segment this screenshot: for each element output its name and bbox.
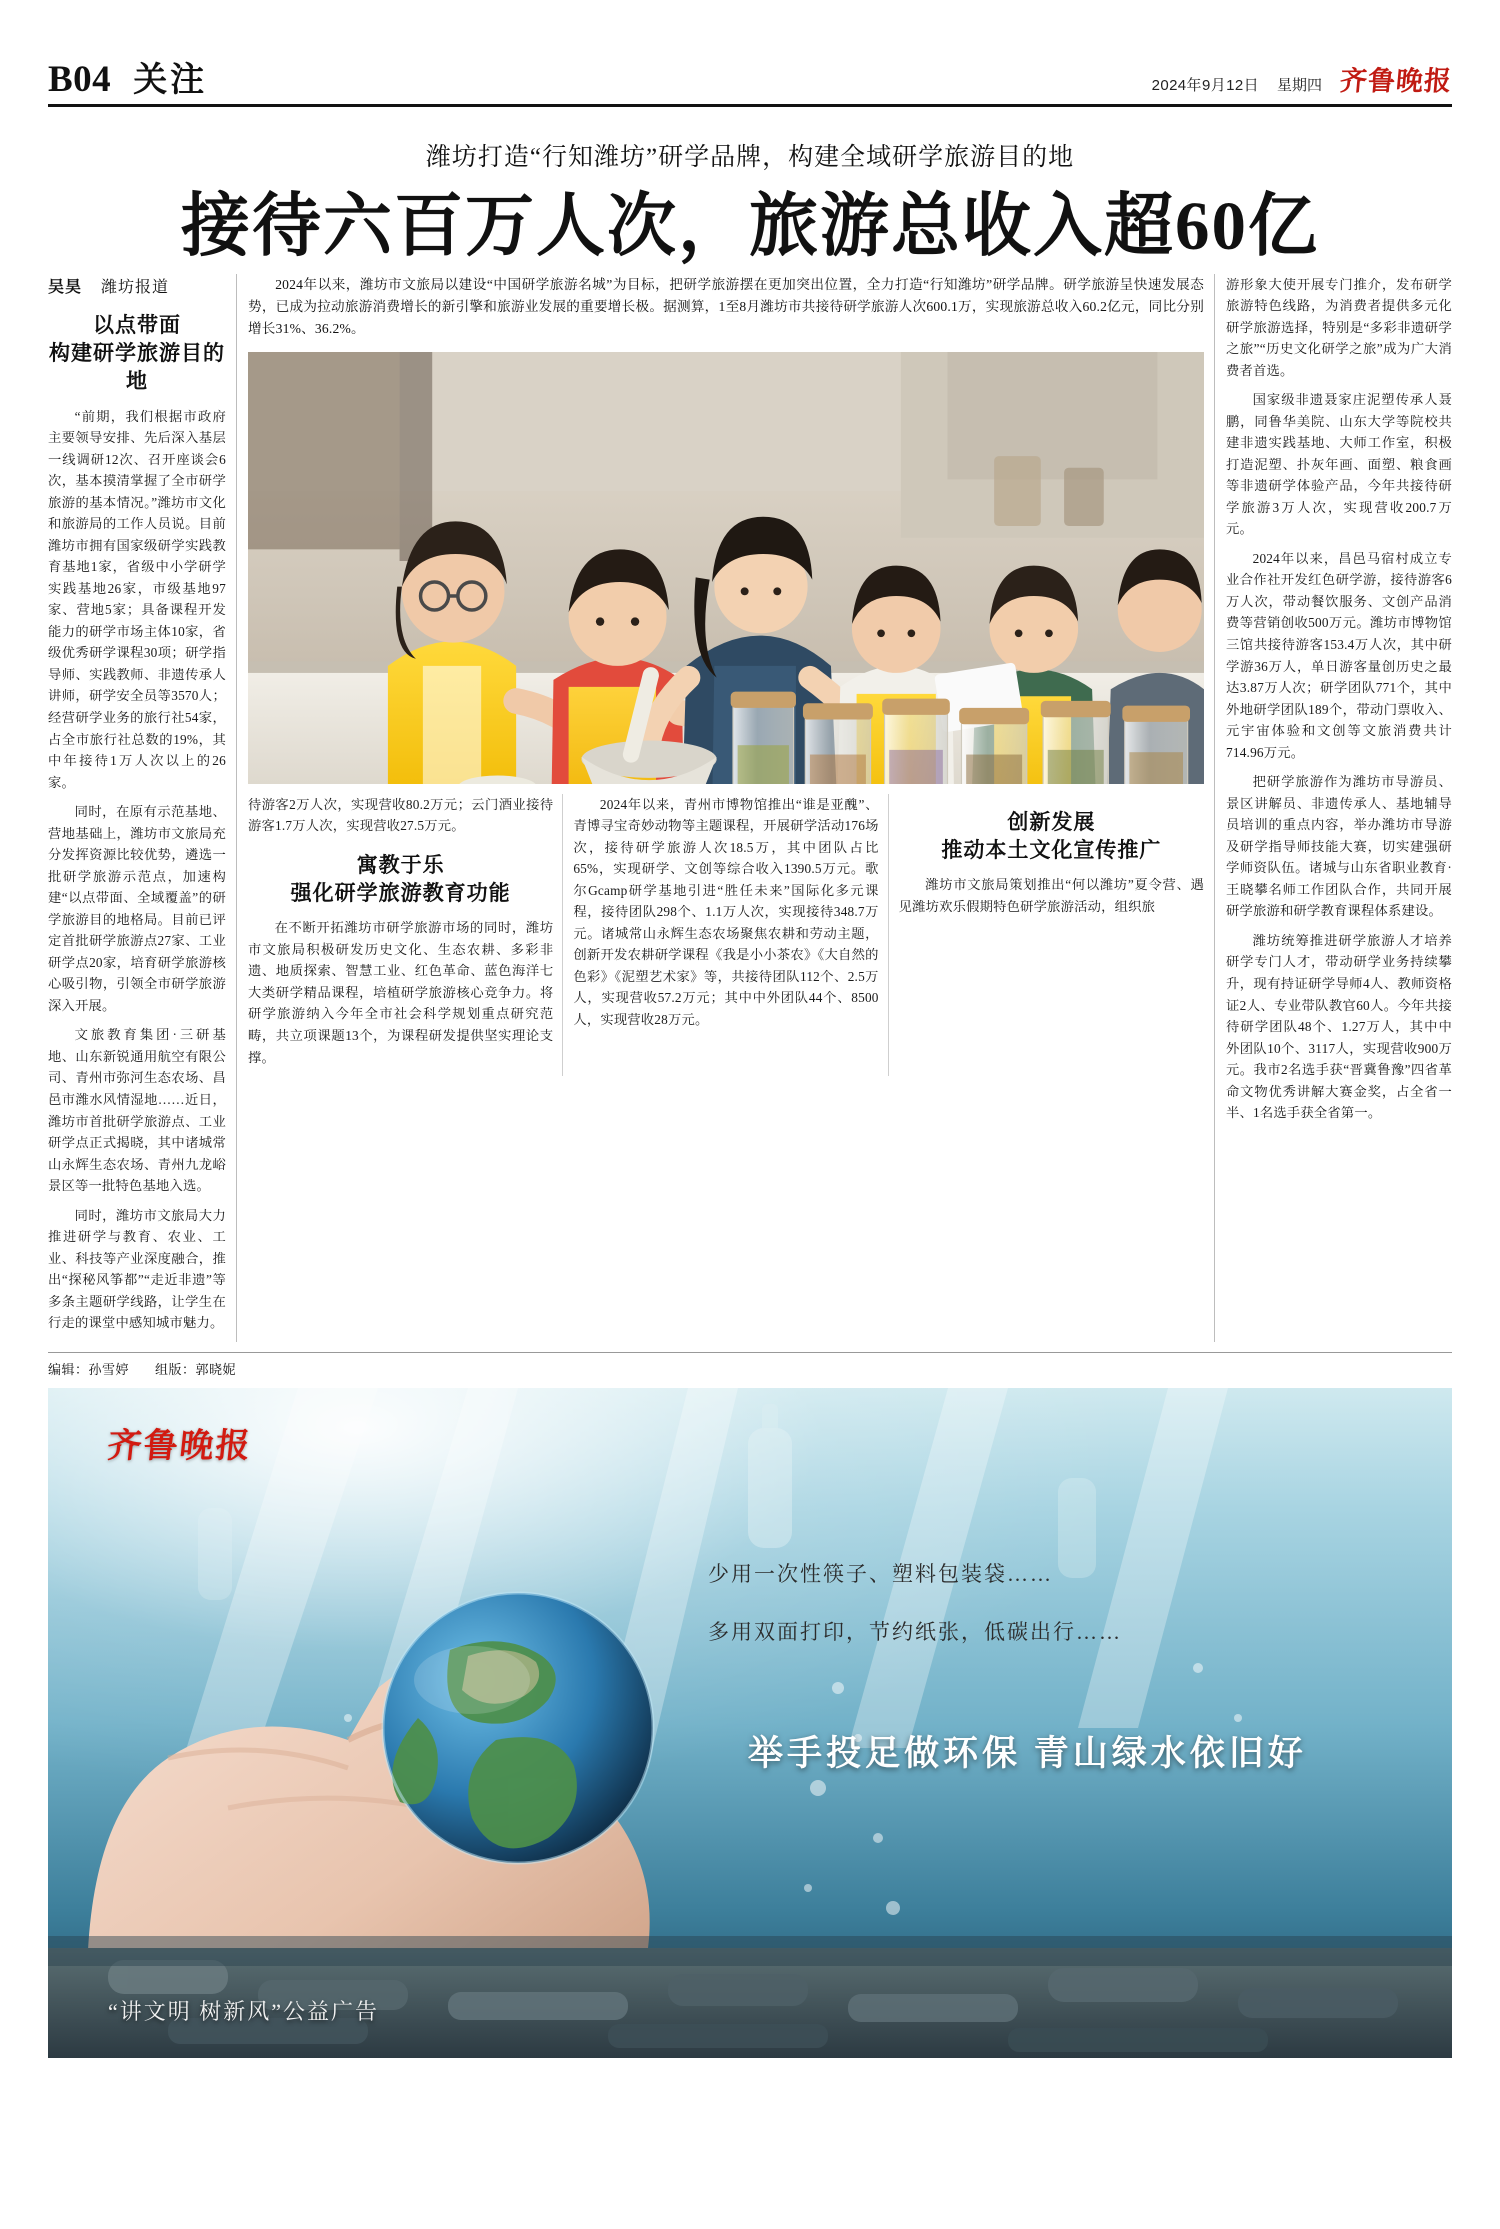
mid-right-subhead-line2: 推动本土文化宣传推广 [941, 837, 1162, 862]
ad-line-1: 少用一次性筷子、塑料包装袋…… [708, 1561, 1053, 1586]
section-name: 关注 [133, 62, 208, 99]
left-para-4: 同时，潍坊市文旅局大力推进研学与教育、农业、工业、科技等产业深度融合，推出“探秘风筝都”“走近非遗”等多条主题研学线路，让学生在行走的课堂中感知城市魅力。 [48, 1207, 226, 1331]
mid-right-para-1: 潍坊市文旅局策划推出“何以潍坊”夏令营、遇见潍坊欢乐假期特色研学旅游活动，组织旅 [898, 877, 1204, 914]
main-headline: 接待六百万人次，旅游总收入超60亿 [181, 188, 1319, 264]
subcolumn-2 [573, 794, 878, 1076]
ad-tagline: “讲文明 树新风”公益广告 [108, 1998, 380, 2024]
credits-bar [48, 1352, 1452, 1378]
mid-para-1: 在不断开拓潍坊市研学旅游市场的同时，潍坊市文旅局积极研发历史文化、生态农耕、多彩非遗、地质探索、智慧工业、红色革命、蓝色海洋七大类研学精品课程，培植研学旅游核心竞争力。将研学旅游纳入今年全市社会科学规划重点研究范畴，共立项课题13个，为课程研发提供坚实理论支撑。 [248, 920, 554, 1065]
left-subhead-line2: 构建研学旅游目的地 [49, 340, 225, 394]
byline-dateline: 潍坊报道 [101, 278, 170, 296]
left-subhead [48, 311, 226, 396]
right-para-3: 2024年以来，昌邑马宿村成立专业合作社开发红色研学游，接待游客6万人次，带动餐饮服务、文创产品消费等营销创收500万元。潍坊市博物馆三馆共接待游客153.4万人次，其中研学游36万人，单日游客量创历史之最达3.87万人次；研学团队771个，其中外地研学团队189个，带动门票收入、元宇宙体验和文创等文旅消费共计714.96万元。 [1226, 550, 1452, 760]
mid-subhead [248, 851, 553, 908]
mid-para-2: 2024年以来，青州市博物馆推出“谁是亚醜”、青博寻宝奇妙动物等主题课程，开展研学活动176场次，接待研学旅游人次18.5万，其中团队占比65%，实现研学、文创等综合收入1390.5万元。歌尔Gcamp研学基地引进“胜任未来”国际化多元课程，接待团队298个、1.1万人次，实现接待348.7万元。诸城常山永辉生态农场聚焦农耕和劳动主题，创新开发农耕研学课程《我是小小茶农》《大自然的色彩》《泥塑艺术家》等，共接待团队112个、2.5万人，实现营收57.2万元；其中中外团队44个、8500人，实现营收28万元。 [573, 796, 879, 1027]
ad-illustration [48, 1388, 1452, 2058]
newspaper-page [0, 26, 1500, 2229]
mid-right-subhead-line1: 创新发展 [1007, 809, 1096, 834]
subcolumn-3 [899, 794, 1204, 1076]
mid-right-subhead [899, 808, 1204, 865]
byline [48, 274, 226, 297]
publication-date: 2024年9月12日 [1151, 77, 1259, 94]
public-service-ad [48, 1388, 1452, 2058]
byline-reporter: 吴昊 [48, 278, 83, 296]
ad-line-2: 多用双面打印，节约纸张，低碳出行…… [708, 1619, 1122, 1644]
ad-slogan: 举手投足做环保 青山绿水依旧好 [748, 1733, 1307, 1773]
right-para-5: 潍坊统筹推进研学旅游人才培养研学专门人才，带动研学业务持续攀升，现有持证研学导师4人、教师资格证2人、专业带队教官60人。今年共接待研学团队48个、1.27万人，其中中外团队10个、3117人，实现营收900万元。我市2名选手获“晋冀鲁豫”四省革命文物优秀讲解大赛金奖，占全省一半、1名选手获全省第一。 [1226, 932, 1452, 1121]
middle-column [248, 274, 1204, 1342]
left-para-3: 文旅教育集团·三研基地、山东新锐通用航空有限公司、青州市弥河生态农场、昌邑市潍水风情湿地……近日，潍坊市首批研学旅游点、工业研学点正式揭晓，其中诸城常山永辉生态农场、青州九龙峪景区等一批特色基地入选。 [48, 1027, 226, 1194]
shoulder-headline: 潍坊打造“行知潍坊”研学品牌，构建全域研学旅游目的地 [425, 144, 1075, 171]
right-para-1: 游形象大使开展专门推介，发布研学旅游特色线路，为消费者提供多元化研学旅游选择，特别是“多彩非遗研学之旅”“历史文化研学之旅”成为广大消费者首选。 [1226, 276, 1452, 378]
left-column [48, 274, 226, 1342]
left-para-2: 同时，在原有示范基地、营地基础上，潍坊市文旅局充分发挥资源比较优势，遴选一批研学旅游示范点，加速构建“以点带面、全域覆盖”的研学旅游目的地格局。目前已评定首批研学旅游点27家、工业研学点20家，培育研学旅游核心吸引物，引领全市研学旅游深入开展。 [48, 804, 226, 1013]
masthead [48, 26, 1452, 107]
mid-subhead-line1: 寓教于乐 [356, 852, 445, 877]
lead-paragraph: 2024年以来，潍坊市文旅局以建设“中国研学旅游名城”为目标，把研学旅游摆在更加突出位置，全力打造“行知潍坊”研学品牌。研学旅游呈快速发展态势，已成为拉动旅游消费增长的新引擎和旅游业发展的重要增长极。据测算，1至8月潍坊市共接待研学旅游人次600.1万，实现旅游总收入60.2亿元，同比分别增长31%、36.2%。 [248, 276, 1204, 336]
left-subhead-line1: 以点带面 [93, 312, 181, 337]
paper-logo: 齐鲁晚报 [1338, 66, 1454, 96]
right-column [1226, 274, 1452, 1342]
page-folio: B04 [48, 59, 112, 100]
publication-weekday: 星期四 [1276, 77, 1322, 94]
photo-illustration [248, 352, 1204, 784]
article-photo [248, 352, 1204, 784]
mid-left-para-1: 待游客2万人次，实现营收80.2万元；云门酒业接待游客1.7万人次，实现营收27.5万元。 [248, 796, 554, 834]
right-para-2: 国家级非遗聂家庄泥塑传承人聂鹏，同鲁华美院、山东大学等院校共建非遗实践基地、大师工作室，积极打造泥塑、扑灰年画、面塑、粮食画等非遗研学体验产品，今年共接待研学旅游3万人次，实现营收200.7万元。 [1226, 392, 1452, 537]
article-body [48, 274, 1452, 1342]
credit-layout: 组版：郭晓妮 [155, 1361, 237, 1377]
ad-paper-logo: 齐鲁晚报 [105, 1427, 254, 1465]
photo-subcolumns [248, 794, 1204, 1076]
masthead-right [1152, 68, 1452, 98]
subcolumn-1 [248, 794, 553, 1076]
mid-subhead-line2: 强化研学旅游教育功能 [290, 880, 511, 905]
left-para-1: “前期，我们根据市政府主要领导安排、先后深入基层一线调研12次、召开座谈会6次，基本摸清掌握了全市研学旅游的基本情况。”潍坊市文化和旅游局的工作人员说。目前潍坊市拥有国家级研学实践教育基地1家，省级中小学研学实践基地26家，市级基地97家、营地5家；具备课程开发能力的研学市场主体10家，省级优秀研学课程30项；研学指导师、实践教师、非遗传承人讲师，研学安全员等3570人；经营研学业务的旅行社54家，占全市旅行社总数的19%，其中年接待1万人次以上的26家。 [48, 408, 226, 790]
right-para-4: 把研学旅游作为潍坊市导游员、景区讲解员、非遗传承人、基地辅导员培训的重点内容，举办潍坊市导游及研学指导师技能大赛，切实建强研学师资队伍。诸城与山东省职业教育·王晓攀名师工作团队合作，共同开展研学旅游和研学教育课程体系建设。 [1226, 774, 1452, 919]
credit-editor: 编辑：孙雪婷 [48, 1361, 130, 1377]
